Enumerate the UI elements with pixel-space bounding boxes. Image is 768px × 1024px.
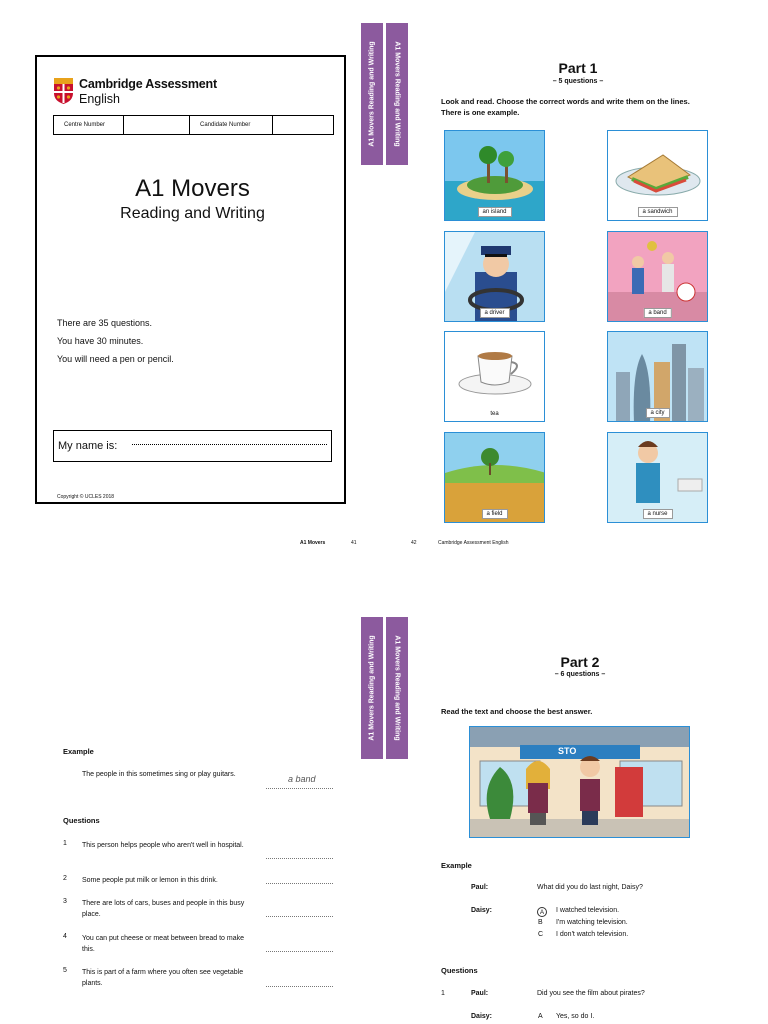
question-number: 3: [63, 898, 67, 905]
speaker-name: Daisy:: [471, 1013, 493, 1020]
question-number: 4: [63, 933, 67, 940]
speaker-name: Paul:: [471, 990, 489, 997]
part2-title: Part 2: [560, 654, 600, 670]
question-text: This is part of a farm where you often see vegetable plants.: [82, 969, 244, 987]
question-text: There are lots of cars, buses and people in this busy place.: [82, 900, 245, 918]
question-number: 1: [441, 990, 445, 997]
answer-line-3[interactable]: [266, 916, 333, 917]
name-box: [53, 430, 332, 462]
option-letter[interactable]: C: [538, 931, 544, 938]
question-number: 2: [63, 875, 67, 882]
picture-island: [444, 130, 545, 221]
picture-driver: [444, 231, 545, 322]
exam-title: A1 Movers: [135, 175, 250, 202]
example-text: The people in this sometimes sing or play guitars.: [82, 771, 236, 778]
answer-line-4[interactable]: [266, 951, 333, 952]
info-line: You have 30 minutes.: [57, 336, 144, 346]
picture-tea: [444, 331, 545, 422]
picture-band: [607, 231, 708, 322]
picture-sandwich: [607, 130, 708, 221]
centre-number-label: Centre Number: [54, 116, 124, 134]
question-text: Some people put milk or lemon in this drink.: [82, 877, 218, 884]
picture-field: [444, 432, 545, 523]
brand-name: Cambridge Assessment: [79, 77, 217, 91]
part1-instruction: Look and read. Choose the correct words and write them on the lines. There is one example.: [441, 97, 690, 117]
part2-questions-heading: Questions: [441, 966, 478, 975]
questions-heading: Questions: [63, 816, 100, 825]
footer-page-right: 42: [411, 540, 417, 546]
part2-example-heading: Example: [441, 861, 472, 870]
picture-caption: tea: [486, 410, 502, 418]
example-heading: Example: [63, 747, 94, 756]
picture-city: [607, 331, 708, 422]
option-text: I watched television.: [556, 907, 620, 914]
speaker-name: Daisy:: [471, 907, 493, 914]
answer-line-5[interactable]: [266, 986, 333, 987]
picture-caption: a driver: [479, 308, 509, 318]
picture-caption: a sandwich: [637, 207, 677, 217]
option-letter[interactable]: B: [538, 919, 543, 926]
question-number: 5: [63, 967, 67, 974]
part2-subtitle: – 6 questions –: [554, 671, 606, 678]
name-label: My name is:: [58, 440, 118, 452]
cambridge-logo: [53, 77, 223, 109]
picture-caption: a city: [645, 408, 669, 418]
picture-caption: a band: [643, 308, 671, 318]
footer-page-left: 41: [351, 540, 357, 546]
shop-sign: STO: [558, 746, 577, 756]
dialogue-line: Did you see the film about pirates?: [537, 990, 645, 997]
shield-icon: [53, 77, 74, 105]
example-answer-line: [266, 788, 333, 789]
picture-caption: a nurse: [642, 509, 672, 519]
part2-instruction: Read the text and choose the best answer.: [441, 707, 593, 716]
option-text: Yes, so do I.: [556, 1013, 595, 1020]
question-text: You can put cheese or meat between bread to make this.: [82, 935, 245, 953]
spine-label-right: A1 Movers Reading and Writing: [386, 23, 408, 165]
candidate-number-label: Candidate Number: [190, 116, 273, 134]
answer-line-2[interactable]: [266, 883, 333, 884]
candidate-number-field[interactable]: [273, 116, 333, 134]
picture-caption: an island: [477, 207, 511, 217]
example-answer: a band: [288, 774, 316, 784]
info-line: There are 35 questions.: [57, 318, 153, 328]
picture-caption: a field: [481, 509, 507, 519]
copyright-text: Copyright © UCLES 2018: [57, 494, 115, 500]
candidate-number-table: [53, 115, 334, 135]
part1-title: Part 1: [558, 60, 598, 76]
spine-label-left: A1 Movers Reading and Writing: [361, 23, 383, 165]
info-line: You will need a pen or pencil.: [57, 354, 174, 364]
answer-line-1[interactable]: [266, 858, 333, 859]
dialogue-line: What did you do last night, Daisy?: [537, 884, 643, 891]
option-text: I don't watch television.: [556, 931, 629, 938]
centre-number-field[interactable]: [124, 116, 190, 134]
brand-subname: English: [79, 92, 120, 106]
speaker-name: Paul:: [471, 884, 489, 891]
spine-label-right: A1 Movers Reading and Writing: [386, 617, 408, 759]
option-letter[interactable]: A: [538, 1013, 543, 1020]
name-field[interactable]: [132, 444, 327, 445]
picture-nurse: [607, 432, 708, 523]
shop-street-picture: [469, 726, 690, 838]
spine-label-left: A1 Movers Reading and Writing: [361, 617, 383, 759]
circled-answer[interactable]: A: [537, 907, 547, 917]
exam-subtitle: Reading and Writing: [120, 205, 265, 222]
footer-publisher: Cambridge Assessment English: [438, 540, 509, 546]
footer-exam-name: A1 Movers: [300, 540, 326, 546]
question-text: This person helps people who aren't well in hospital.: [82, 842, 244, 849]
cover-page: [35, 55, 346, 504]
question-number: 1: [63, 840, 67, 847]
option-text: I'm watching television.: [556, 919, 628, 926]
part1-subtitle: – 5 questions –: [552, 78, 604, 85]
